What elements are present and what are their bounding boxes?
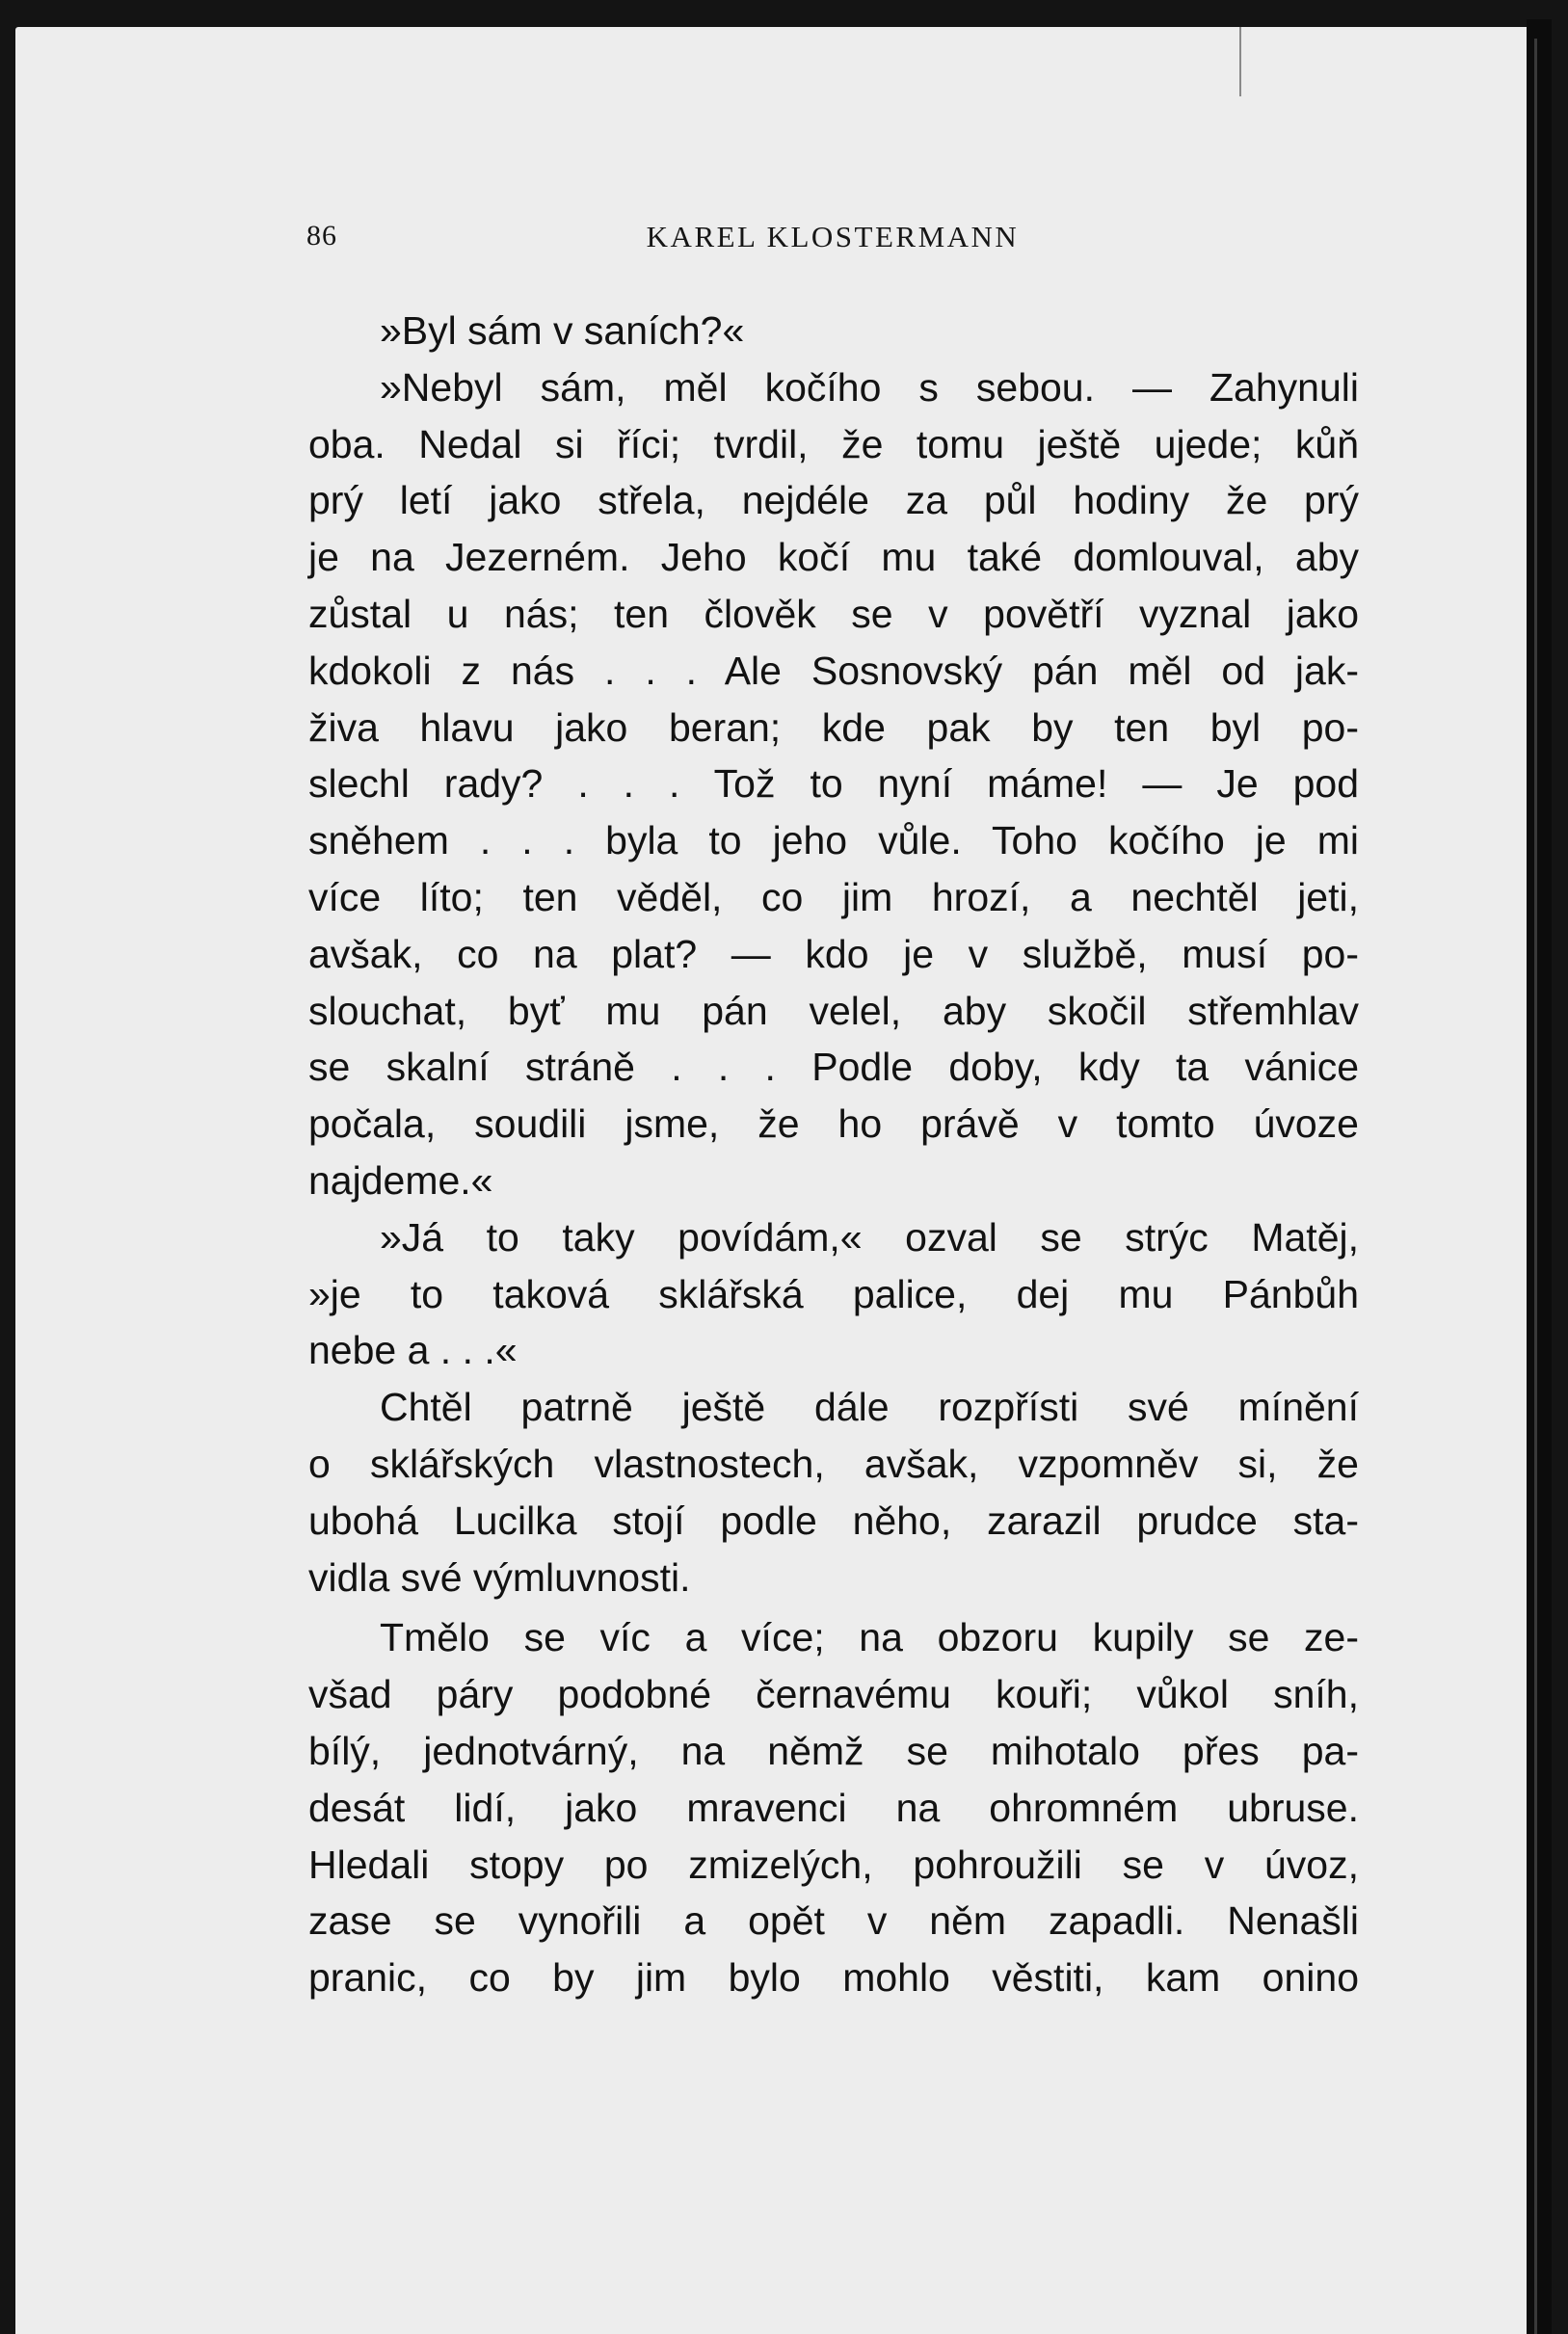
text-line: oba. Nedal si říci; tvrdil, že tomu ještě ujede; kůň — [308, 421, 1359, 466]
text-line: avšak, co na plat? — kdo je v službě, musí po- — [308, 931, 1359, 976]
text-line: všad páry podobné černavému kouři; vůkol sníh, — [308, 1672, 1359, 1717]
page-number: 86 — [306, 220, 337, 252]
text-line: najdeme.« — [308, 1157, 493, 1203]
text-line: slechl rady? . . . Tož to nyní máme! — Je pod — [308, 761, 1359, 807]
text-line: více líto; ten věděl, co jim hrozí, a nechtěl jeti, — [308, 874, 1359, 919]
text-line: desát lidí, jako mravenci na ohromném ubruse. — [308, 1785, 1359, 1830]
page-edge-stripe — [1534, 39, 1537, 2334]
text-line: nebe a . . .« — [308, 1328, 518, 1373]
text-line: prý letí jako střela, nejdéle za půl hodiny že prý — [308, 478, 1359, 523]
page-header — [306, 220, 1359, 262]
running-title: KAREL KLOSTERMANN — [646, 220, 1020, 253]
text-line: »Byl sám v saních?« — [380, 308, 745, 353]
text-line: »Já to taky povídám,« ozval se strýc Matěj, — [380, 1214, 1359, 1260]
text-line: bílý, jednotvárný, na němž se mihotalo přes pa- — [308, 1728, 1359, 1773]
text-line: zase se vynořili a opět v něm zapadli. Nenašli — [308, 1898, 1359, 1944]
text-line: »je to taková sklářská palice, dej mu Pánbůh — [308, 1271, 1359, 1316]
fold-mark — [1239, 27, 1241, 96]
text-line: vidla své výmluvnosti. — [308, 1554, 691, 1600]
text-line: je na Jezerném. Jeho kočí mu také domlouval, aby — [308, 535, 1359, 580]
text-line: pranic, co by jim bylo mohlo věstiti, kam onino — [308, 1955, 1359, 2001]
text-line: živa hlavu jako beran; kde pak by ten byl po- — [308, 704, 1359, 750]
text-line: kdokoli z nás . . . Ale Sosnovský pán měl od jak- — [308, 648, 1359, 693]
text-line: Hledali stopy po zmizelých, pohroužili se v úvoz, — [308, 1842, 1359, 1887]
page-edge-shadow — [1527, 19, 1552, 2334]
text-line: se skalní stráně . . . Podle doby, kdy ta vánice — [308, 1045, 1359, 1090]
text-line: o sklářských vlastnostech, avšak, vzpomněv si, že — [308, 1441, 1359, 1486]
text-line: Tmělo se víc a více; na obzoru kupily se ze- — [380, 1615, 1359, 1660]
text-line: počala, soudili jsme, že ho právě v tomto úvoze — [308, 1101, 1359, 1147]
text-line: slouchat, byť mu pán velel, aby skočil střemhlav — [308, 988, 1359, 1033]
text-line: Chtěl patrně ještě dále rozpřísti své mínění — [380, 1385, 1359, 1430]
body-text — [308, 303, 1359, 2006]
text-line: »Nebyl sám, měl kočího s sebou. — Zahynuli — [380, 364, 1359, 410]
text-line: ubohá Lucilka stojí podle něho, zarazil prudce sta- — [308, 1498, 1359, 1543]
text-line: zůstal u nás; ten člověk se v povětří vyznal jako — [308, 591, 1359, 636]
text-line: sněhem . . . byla to jeho vůle. Toho kočího je mi — [308, 818, 1359, 863]
